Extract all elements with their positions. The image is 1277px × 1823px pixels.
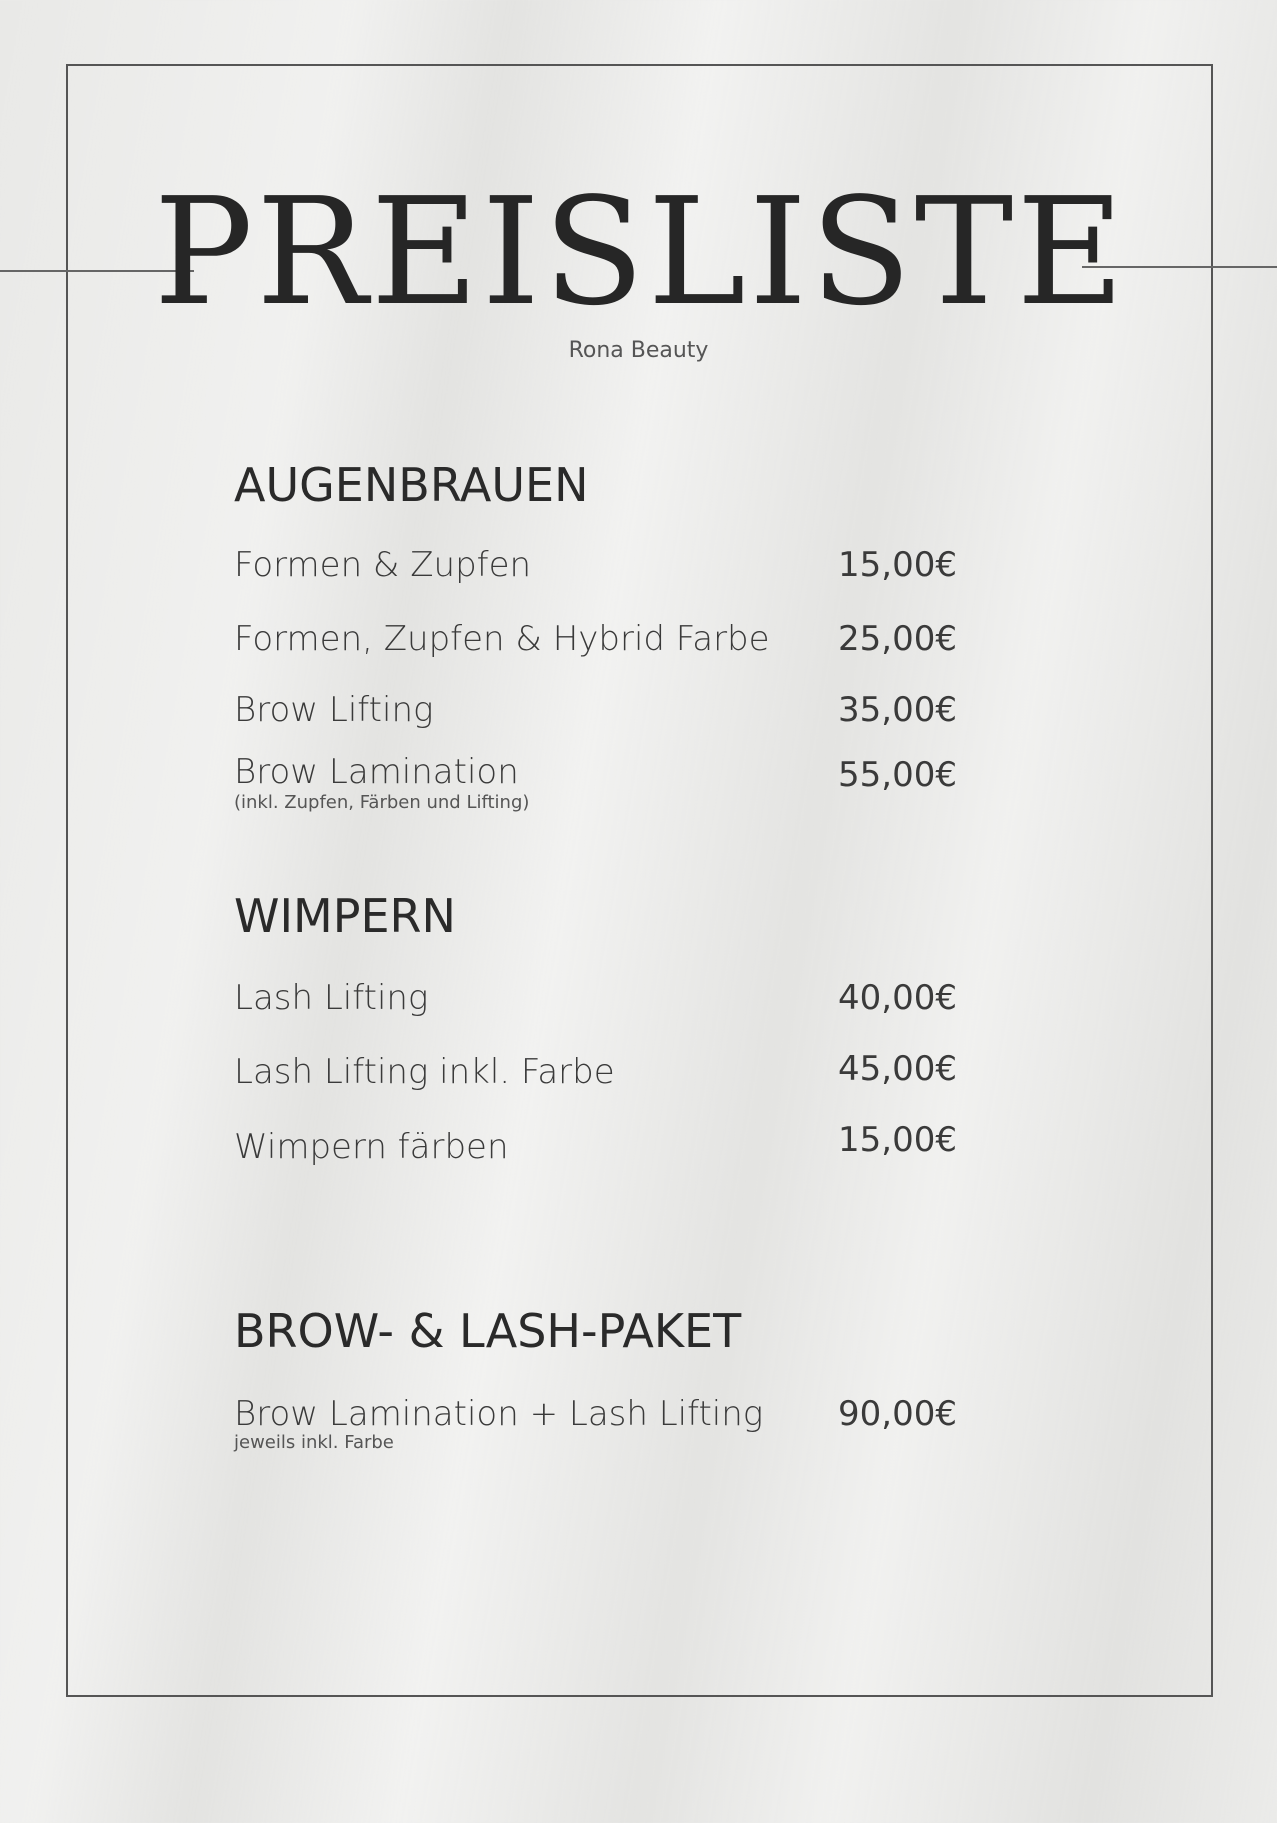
service-price: 15,00€ bbox=[838, 1120, 957, 1160]
service-price: 40,00€ bbox=[838, 978, 957, 1018]
page-title: PREISLISTE bbox=[153, 166, 1128, 338]
service-name: Brow Lifting bbox=[234, 690, 434, 730]
section-title-augenbrauen: AUGENBRAUEN bbox=[234, 458, 589, 512]
service-note: (inkl. Zupfen, Färben und Lifting) bbox=[234, 792, 530, 813]
service-note: jeweils inkl. Farbe bbox=[234, 1432, 394, 1453]
service-name: Lash Lifting bbox=[234, 978, 429, 1018]
service-price: 45,00€ bbox=[838, 1049, 957, 1089]
service-price: 35,00€ bbox=[838, 690, 957, 730]
service-name: Lash Lifting inkl. Farbe bbox=[234, 1052, 615, 1092]
service-price: 55,00€ bbox=[838, 755, 957, 795]
service-name: Formen, Zupfen & Hybrid Farbe bbox=[234, 619, 770, 659]
service-name: Brow Lamination bbox=[234, 752, 519, 792]
service-name: Formen & Zupfen bbox=[234, 545, 532, 585]
business-name: Rona Beauty bbox=[568, 338, 709, 363]
service-price: 90,00€ bbox=[838, 1394, 957, 1434]
service-name: Brow Lamination + Lash Lifting bbox=[234, 1394, 764, 1434]
section-title-wimpern: WIMPERN bbox=[234, 889, 456, 943]
service-price: 25,00€ bbox=[838, 619, 957, 659]
service-name: Wimpern färben bbox=[234, 1127, 509, 1167]
service-price: 15,00€ bbox=[838, 545, 957, 585]
section-title-paket: BROW- & LASH-PAKET bbox=[234, 1304, 742, 1358]
